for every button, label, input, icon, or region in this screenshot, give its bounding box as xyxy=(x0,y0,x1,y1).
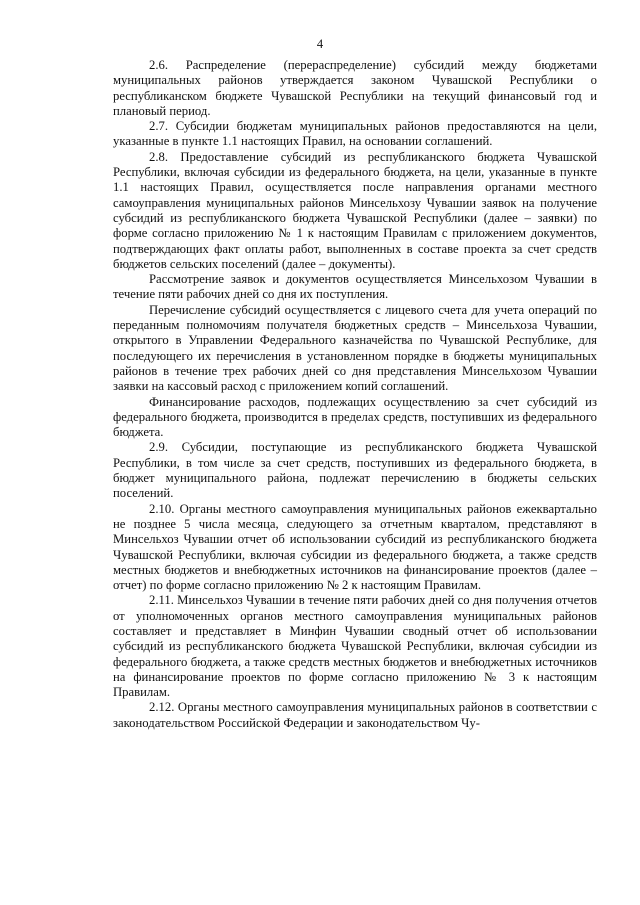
paragraph-transfer-subsidies: Перечисление субсидий осуществляется с лицевого счета для учета операций по переданным полномочиям получателя бюджетных средств – Минсельхоза Чувашии, открытого в Управлении Федерального казначейства по Чувашской Республике, для последующего их перечисления в установленном порядке в бюджеты муниципальных районов в течение трех рабочих дней со дня представления Минсельхозом Чувашии заявки на кассовый расход с приложением копий соглашений. xyxy=(113,302,597,394)
paragraph-2-11: 2.11. Минсельхоз Чувашии в течение пяти рабочих дней со дня получения отчетов от уполномоченных органов местного самоуправления муниципальных районов составляет и представляет в Минфин Чувашии сводный отчет об использовании субсидий из республиканского бюджета Чувашской Республики, включая субсидии из федерального бюджета, а также средств местных бюджетов и внебюджетных источников на финансирование проектов по форме согласно приложению № 3 к настоящим Правилам. xyxy=(113,593,597,700)
paragraph-review-applications: Рассмотрение заявок и документов осуществляется Минсельхозом Чувашии в течение пяти рабочих дней со дня их поступления. xyxy=(113,272,597,302)
paragraph-2-12: 2.12. Органы местного самоуправления муниципальных районов в соответствии с законодательством Российской Федерации и законодательством Чу- xyxy=(113,700,597,730)
paragraph-2-10: 2.10. Органы местного самоуправления муниципальных районов ежеквартально не позднее 5 числа месяца, следующего за отчетным кварталом, представляют в Минсельхоз Чувашии отчет об использовании субсидий из республиканского бюджета Чувашской Республики, включая субсидии из федерального бюджета, а также средств местных бюджетов и внебюджетных источников на финансирование проектов (далее – отчет) по форме согласно приложению № 2 к настоящим Правилам. xyxy=(113,501,597,593)
paragraph-2-7: 2.7. Субсидии бюджетам муниципальных районов предоставляются на цели, указанные в пункте 1.1 настоящих Правил, на основании соглашений. xyxy=(113,119,597,149)
document-body xyxy=(113,58,597,731)
paragraph-2-9: 2.9. Субсидии, поступающие из республиканского бюджета Чувашской Республики, в том числе за счет средств, поступивших из федерального бюджета, в бюджет муниципального района, подлежат перечислению в бюджеты сельских поселений. xyxy=(113,440,597,501)
paragraph-financing-expenses: Финансирование расходов, подлежащих осуществлению за счет субсидий из федерального бюджета, производится в пределах средств, поступивших из федерального бюджета. xyxy=(113,394,597,440)
page-number: 4 xyxy=(316,37,324,51)
paragraph-2-6: 2.6. Распределение (перераспределение) субсидий между бюджетами муниципальных районов утверждается законом Чувашской Республики о республиканском бюджете Чувашской Республики на текущий финансовый год и плановый период. xyxy=(113,58,597,118)
paragraph-2-8: 2.8. Предоставление субсидий из республиканского бюджета Чувашской Республики, включая субсидии из федерального бюджета, на цели, указанные в пункте 1.1 настоящих Правил, осуществляется после направления органами местного самоуправления муниципальных районов Минсельхозу Чувашии заявок на получение субсидий из республиканского бюджета Чувашской Республики (далее – заявки) по форме согласно приложению № 1 к настоящим Правилам с приложением документов, подтверждающих факт оплаты работ, выполненных в составе проекта за счет средств бюджетов сельских поселений (далее – документы). xyxy=(113,149,597,271)
